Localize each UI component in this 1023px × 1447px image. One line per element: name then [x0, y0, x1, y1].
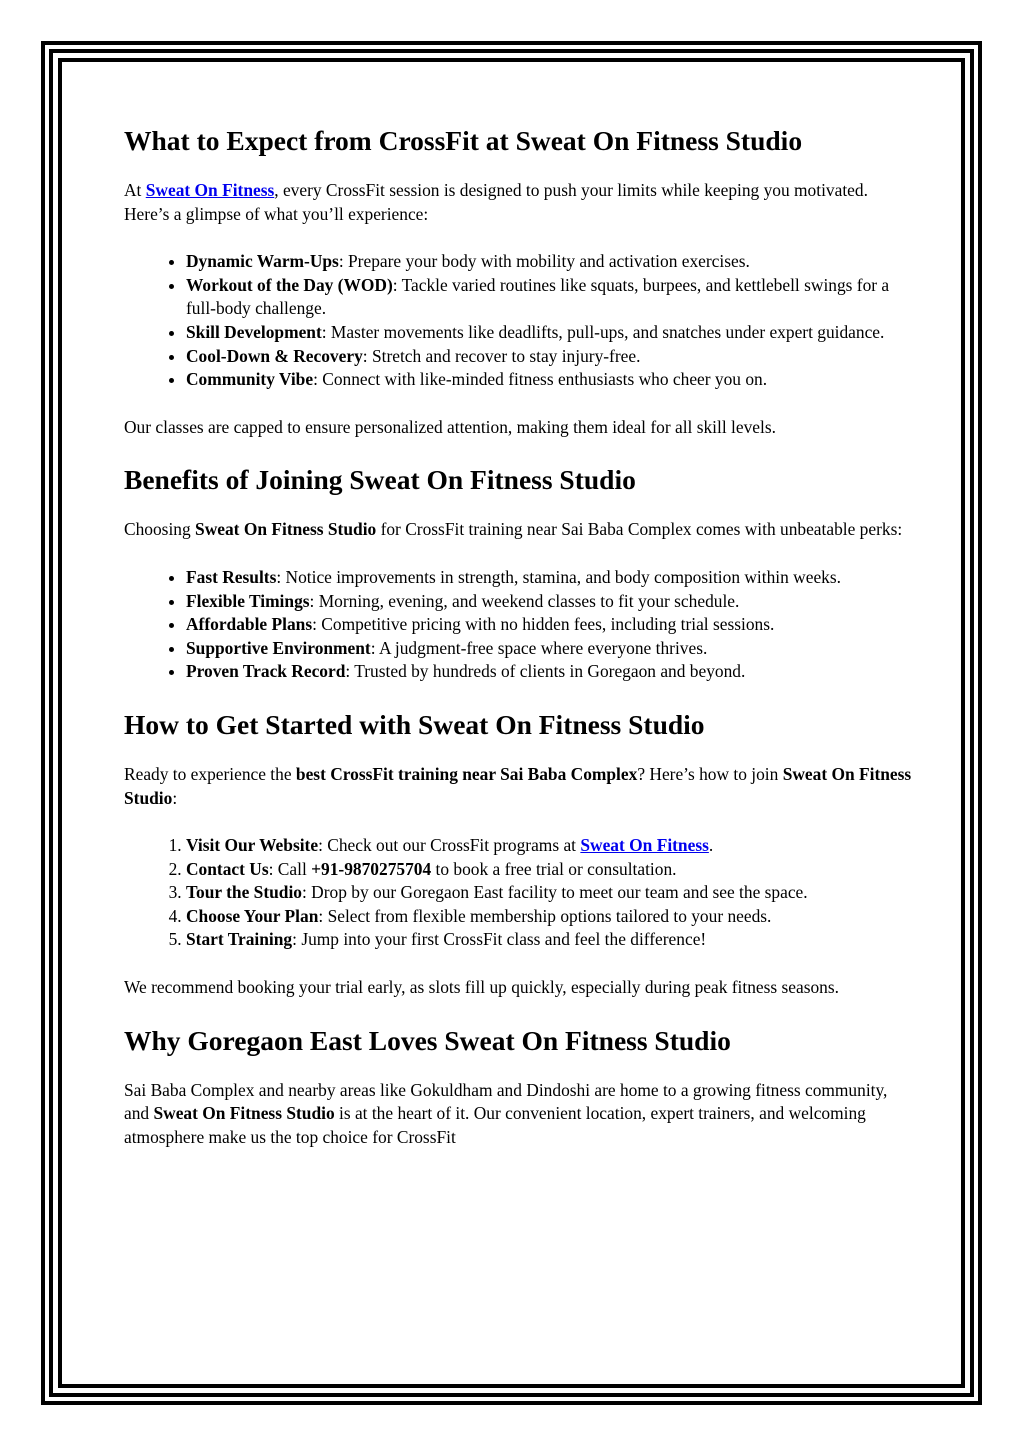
goregaon-paragraph: Sai Baba Complex and nearby areas like Gokuldham and Dindoshi are home to a growing fitness community, and Sweat On Fitness Studio is at the heart of it. Our convenient location, expert trainers, and welcoming atmosphere make us the top choice for CrossFit	[124, 1079, 888, 1147]
step-item: 1. Visit Our Website: Check out our CrossFit programs at Sweat On Fitness.	[186, 834, 914, 858]
step-item: 4. Choose Your Plan: Select from flexible membership options tailored to your needs.	[186, 905, 914, 929]
heading-what-to-expect: What to Expect from CrossFit at Sweat On Fitness Studio	[124, 125, 803, 156]
list-item: • Flexible Timings: Morning, evening, and weekend classes to fit your schedule.	[186, 590, 914, 614]
list-item: • Supportive Environment: A judgment-free space where everyone thrives.	[186, 637, 914, 661]
list-item: • Fast Results: Notice improvements in strength, stamina, and body composition within weeks.	[186, 566, 914, 590]
phone-number: +91-9870275704	[311, 858, 432, 879]
list-item: • Affordable Plans: Competitive pricing with no hidden fees, including trial sessions.	[186, 613, 914, 637]
intro-paragraph-2: Choosing Sweat On Fitness Studio for CrossFit training near Sai Baba Complex comes with unbeatable perks:	[124, 519, 903, 540]
document-body	[124, 124, 914, 1173]
sweat-on-fitness-link[interactable]: Sweat On Fitness	[580, 835, 709, 856]
expectations-list	[124, 250, 914, 392]
heading-why-goregaon: Why Goregaon East Loves Sweat On Fitness Studio	[124, 1024, 731, 1056]
intro-paragraph-3: Ready to experience the best CrossFit training near Sai Baba Complex? Here’s how to join Sweat On Fitness Studio:	[124, 763, 912, 808]
list-item: • Proven Track Record: Trusted by hundreds of clients in Goregaon and beyond.	[186, 660, 914, 684]
classes-capped-paragraph: Our classes are capped to ensure personalized attention, making them ideal for all skill levels.	[124, 416, 776, 437]
heading-benefits: Benefits of Joining Sweat On Fitness Studio	[124, 464, 636, 496]
steps-list	[124, 834, 914, 952]
list-item: • Community Vibe: Connect with like-minded fitness enthusiasts who cheer you on.	[186, 368, 914, 392]
benefits-list	[124, 566, 914, 684]
list-item: • Workout of the Day (WOD): Tackle varied routines like squats, burpees, and kettlebell swings for a full-body challenge.	[186, 274, 914, 321]
intro-paragraph-1: At Sweat On Fitness, every CrossFit session is designed to push your limits while keeping you motivated. Here’s a glimpse of what you’ll experience:	[124, 180, 868, 224]
list-item: • Dynamic Warm-Ups: Prepare your body with mobility and activation exercises.	[186, 250, 914, 274]
sweat-on-fitness-link[interactable]: Sweat On Fitness	[145, 180, 275, 200]
list-item: • Skill Development: Master movements like deadlifts, pull-ups, and snatches under expert guidance.	[186, 321, 914, 345]
step-item: 2. Contact Us: Call +91-9870275704 to book a free trial or consultation.	[186, 858, 914, 882]
step-item: 3. Tour the Studio: Drop by our Goregaon East facility to meet our team and see the space.	[186, 881, 914, 905]
list-item: • Cool-Down & Recovery: Stretch and recover to stay injury-free.	[186, 345, 914, 369]
step-item: 5. Start Training: Jump into your first CrossFit class and feel the difference!	[186, 928, 914, 952]
heading-get-started: How to Get Started with Sweat On Fitness Studio	[124, 708, 705, 740]
booking-recommendation-paragraph: We recommend booking your trial early, as slots fill up quickly, especially during peak fitness seasons.	[124, 977, 839, 998]
